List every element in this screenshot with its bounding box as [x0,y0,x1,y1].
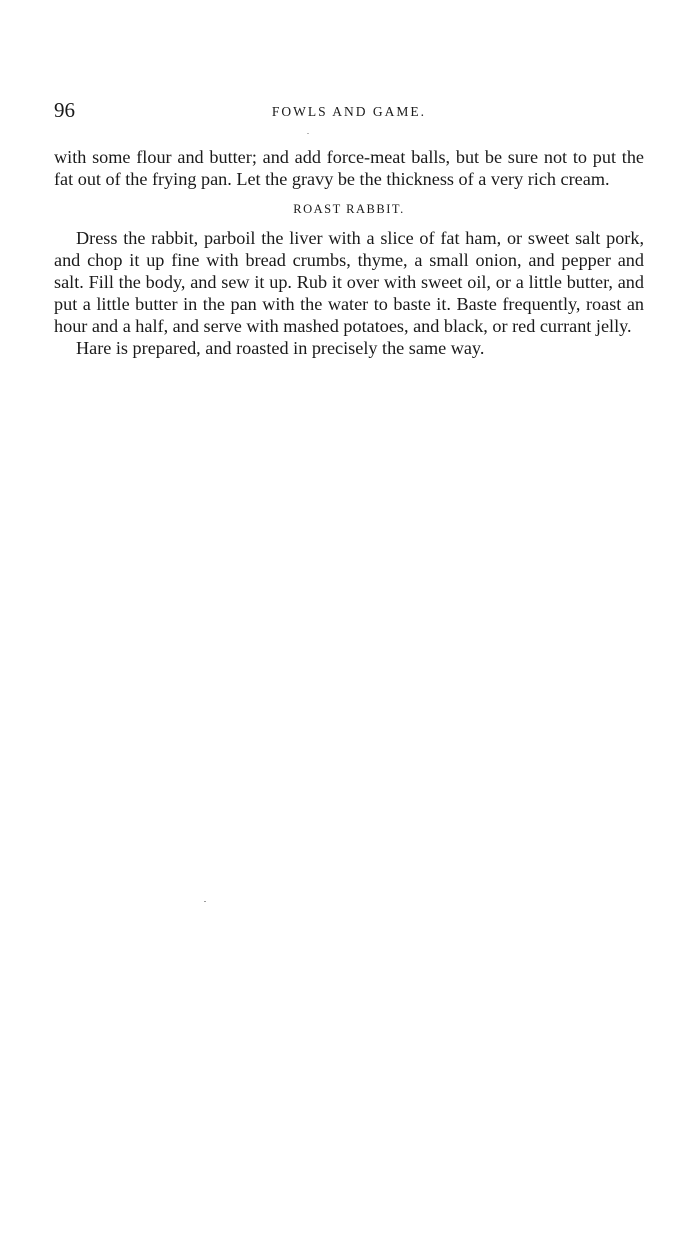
print-speck [307,133,309,134]
running-head: FOWLS AND GAME. [271,104,427,119]
continued-paragraph: with some flour and butter; and add force-meat balls, but be sure not to put the fat out of the frying pan. Let the gravy be the thickness of a very rich cream. [54,147,644,189]
page-body [54,146,644,359]
recipe-paragraph: Dress the rabbit, parboil the liver with a slice of fat ham, or sweet salt pork, and chop it up fine with bread crumbs, thyme, a small onion, and pepper and salt. Fill the body, and sew it up. Rub it over with sweet oil, or a little butter, and put a little butter in the pan with the water to baste it. Baste frequently, roast an hour and a half, and serve with mashed potatoes, and black, or red currant jelly. [54,228,644,336]
page-header [54,98,644,128]
print-speck [204,901,206,902]
section-heading: ROAST RABBIT. [293,202,405,216]
page-number: 96 [54,98,75,122]
hare-paragraph: Hare is prepared, and roasted in precisely the same way. [76,338,485,358]
